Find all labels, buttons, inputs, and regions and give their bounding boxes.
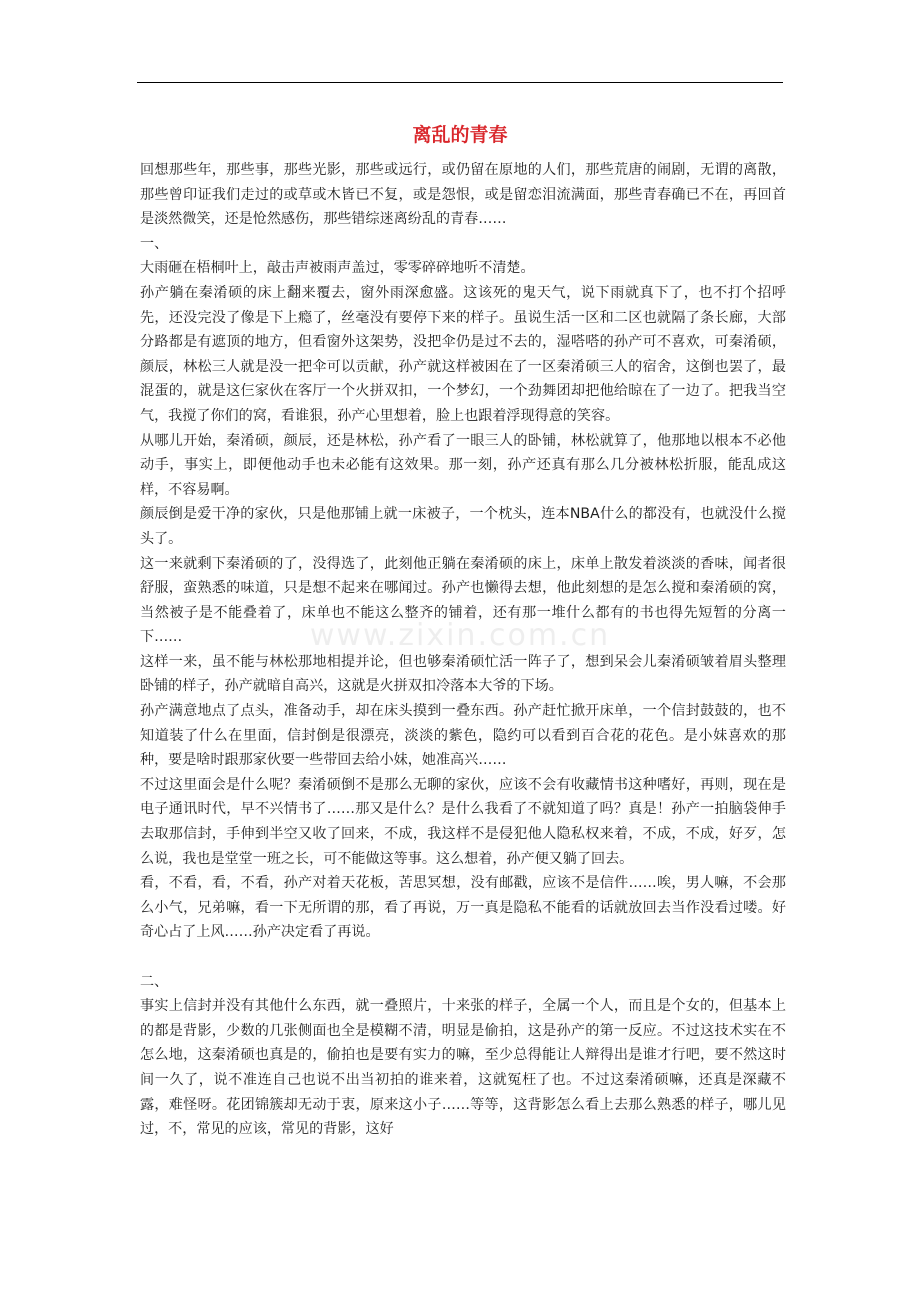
- paragraph: 从哪儿开始，秦淆硕，颜辰，还是林松，孙产看了一眼三人的卧铺，林松就算了，他那地以根本不必他动手，事实上，即便他动手也未必能有这效果。那一刻，孙产还真有那么几分被林松折服，能乱成这样，不容易啊。: [140, 432, 786, 498]
- header-rule: [137, 82, 783, 83]
- paragraph: 孙产躺在秦淆硕的床上翻来覆去，窗外雨深愈盛。这该死的鬼天气，说下雨就真下了，也不打个招呼先，还没完没了像是下上瘾了，丝毫没有要停下来的样子。虽说生活一区和二区也就隔了条长廊，大部分路都是有遮顶的地方，但看窗外这架势，没把伞仍是过不去的，湿嗒嗒的孙产可不喜欢，可秦淆硕，颜辰，林松三人就是没一把伞可以贡献，孙产就这样被困在了一区秦淆硕三人的宿舍，这倒也罢了，最混蛋的，就是这仨家伙在客厅一个火拼双扣，一个梦幻，一个劲舞团却把他给晾在了一边了。把我当空气，我搅了你们的窝，看谁狠，孙产心里想着，脸上也跟着浮现得意的笑容。: [140, 284, 786, 424]
- document-body: [140, 158, 786, 1142]
- paragraph: 不过这里面会是什么呢？秦淆硕倒不是那么无聊的家伙，应该不会有收藏情书这种嗜好，再则，现在是电子通讯时代，早不兴情书了……那又是什么？是什么我看了不就知道了吗？真是！孙产一拍脑袋伸手去取那信封，手伸到半空又收了回来，不成，我这样不是侵犯他人隐私权来着，不成，不成，好歹，怎么说，我也是堂堂一班之长，可不能做这等事。这么想着，孙产便又躺了回去。: [140, 776, 786, 867]
- paragraph: 颜辰倒是爱干净的家伙，只是他那铺上就一床被子，一个枕头，连本NBA什么的都没有，也就没什么搅头了。: [140, 506, 786, 547]
- paragraph: 大雨砸在梧桐叶上，敲击声被雨声盖过，零零碎碎地听不清楚。: [140, 260, 535, 277]
- paragraph: 这一来就剩下秦淆硕的了，没得选了，此刻他正躺在秦淆硕的床上，床单上散发着淡淡的香味，闻者很舒服，蛮熟悉的味道，只是想不起来在哪闻过。孙产也懒得去想，他此刻想的是怎么搅和秦淆硕的窝，当然被子是不能叠着了，床单也不能这么整齐的铺着，还有那一堆什么都有的书也得先短暂的分离一下……: [140, 555, 786, 646]
- blank-line: [140, 945, 786, 970]
- paragraph: 事实上信封并没有其他什么东西，就一叠照片，十来张的样子，全属一个人，而且是个女的，但基本上的都是背影，少数的几张侧面也全是模糊不清，明显是偷拍，这是孙产的第一反应。不过这技术实在不怎么地，这秦淆硕也真是的，偷拍也是要有实力的嘛，至少总得能让人辩得出是谁才行吧，要不然这时间一久了，说不准连自己也说不出当初拍的谁来着，这就冤枉了也。不过这秦淆硕嘛，还真是深藏不露，难怪呀。花团锦簇却无动于衷，原来这小子……等等，这背影怎么看上去那么熟悉的样子，哪儿见过，不，常见的应该，常见的背影，这好: [140, 998, 786, 1138]
- section-heading: 二、: [140, 973, 169, 990]
- section-heading: 一、: [140, 235, 169, 252]
- paragraph: 看，不看，看，不看，孙产对着天花板，苦思冥想，没有邮戳，应该不是信件……唉，男人嘛，不会那么小气，兄弟嘛，看一下无所谓的那，看了再说，万一真是隐私不能看的话就放回去当作没看过喽。好奇心占了上风……孙产决定看了再说。: [140, 875, 786, 941]
- paragraph: 孙产满意地点了点头，准备动手，却在床头摸到一叠东西。孙产赶忙掀开床单，一个信封鼓鼓的，也不知道装了什么在里面，信封倒是很漂亮，淡淡的紫色，隐约可以看到百合花的花色。是小妹喜欢的那种，要是啥时跟那家伙要一些带回去给小妹，她准高兴……: [140, 703, 786, 769]
- paragraph: 这样一来，虽不能与林松那地相提并论，但也够秦淆硕忙活一阵子了，想到呆会儿秦淆硕皱着眉头整理卧铺的样子，孙产就暗自高兴，这就是火拼双扣冷落本大爷的下场。: [140, 653, 786, 695]
- paragraph: 回想那些年，那些事，那些光影，那些或远行，或仍留在原地的人们，那些荒唐的闹剧，无谓的离散，那些曾印证我们走过的或草或木皆已不复，或是怨恨，或是留恋泪流满面，那些青春确已不在，再回首是淡然微笑，还是怆然感伤，那些错综迷离纷乱的青春……: [140, 162, 786, 228]
- watermark: www.zixin.com.cn: [309, 618, 611, 653]
- document-title: 离乱的青春: [412, 124, 508, 146]
